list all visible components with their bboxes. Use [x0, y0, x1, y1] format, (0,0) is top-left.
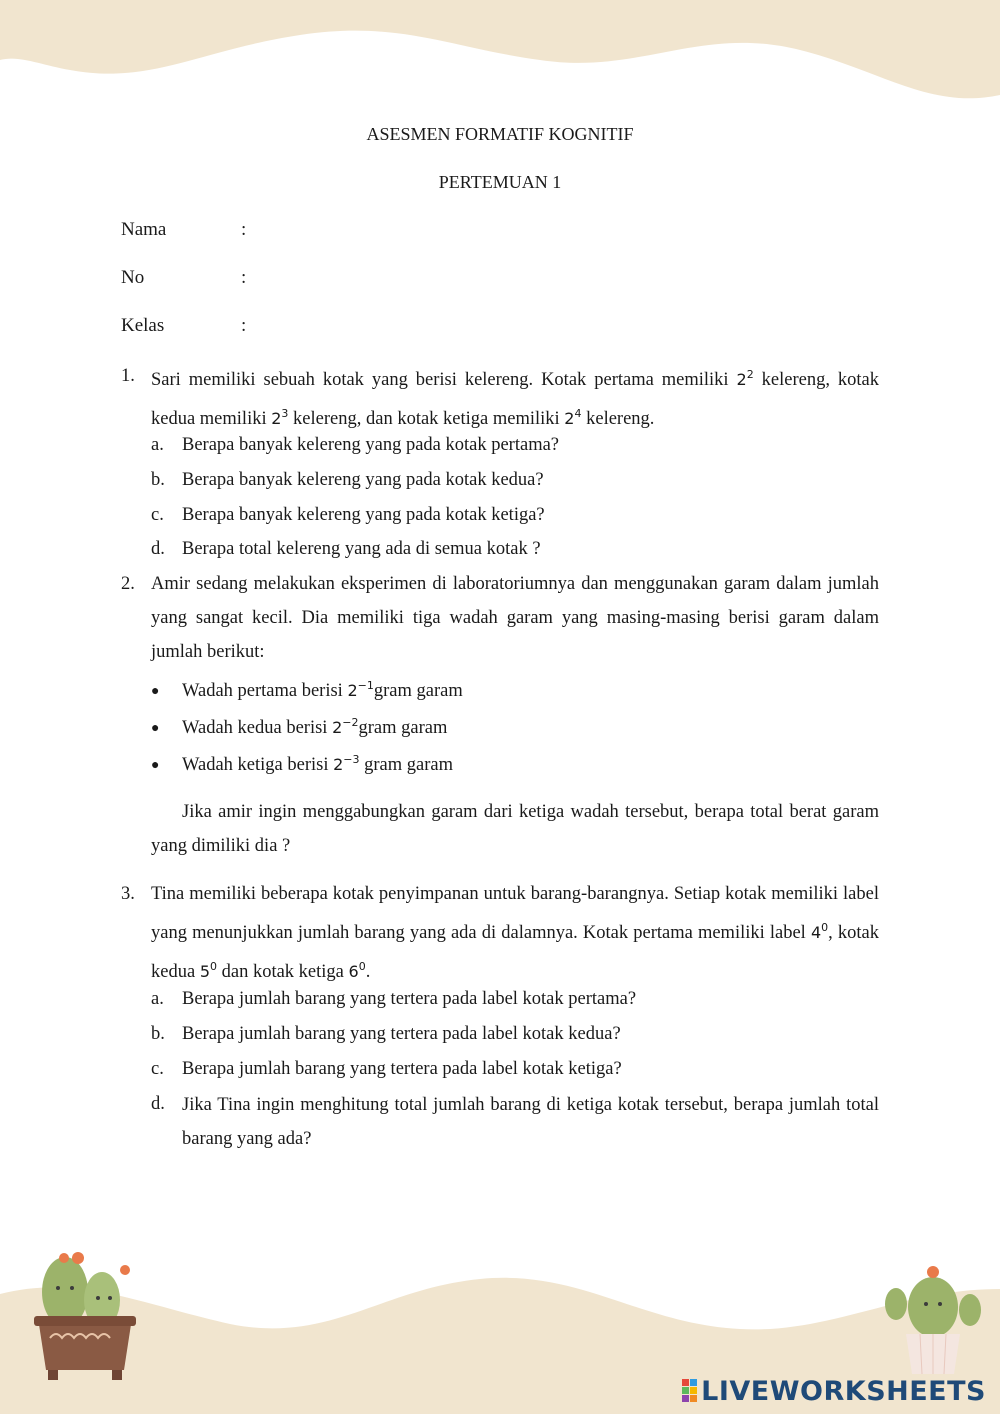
- item-text: Berapa jumlah barang yang tertera pada label kotak ketiga?: [182, 1059, 622, 1079]
- bullet-dot: ●: [151, 721, 160, 736]
- question-1a: [151, 435, 560, 456]
- question-3a: [151, 989, 637, 1010]
- question-2-text: Amir sedang melakukan eksperimen di laboratoriumnya dan menggunakan garam dalam jumlah yang sangat kecil. Dia memiliki tiga wadah garam yang masing-masing berisi garam dalam jumlah berikut:: [151, 574, 879, 662]
- question-1d: [151, 539, 541, 560]
- question-3b: [151, 1024, 621, 1045]
- number-field[interactable]: [121, 267, 247, 289]
- cactus-pot-right-illustration: [878, 1262, 988, 1382]
- question-3-number: 3.: [121, 884, 135, 904]
- question-1b: [151, 470, 544, 491]
- item-label: d.: [151, 539, 165, 559]
- item-label: a.: [151, 989, 164, 1009]
- item-label: c.: [151, 1059, 164, 1079]
- page-subtitle: PERTEMUAN 1: [438, 172, 562, 192]
- field-label: No: [121, 267, 145, 288]
- question-3-text: Tina memiliki beberapa kotak penyimpanan untuk barang-barangnya. Setiap kotak memiliki label yang menunjukkan jumlah barang yang ada di dalamnya. Kotak pertama memiliki label $4^0$, kotak kedua $5^0$ dan kotak ketiga $6^0$.: [151, 884, 879, 983]
- liveworksheets-logo-icon: [682, 1379, 698, 1403]
- page-title: ASESMEN FORMATIF KOGNITIF: [366, 124, 634, 144]
- item-text: Berapa jumlah barang yang tertera pada label kotak pertama?: [182, 989, 637, 1009]
- bullet-dot: ●: [151, 758, 160, 773]
- liveworksheets-logo-text: LIVEWORKSHEETS: [701, 1375, 986, 1407]
- item-label: c.: [151, 505, 164, 525]
- field-label: Nama: [121, 219, 167, 240]
- item-text: Berapa banyak kelereng yang pada kotak ketiga?: [182, 505, 545, 525]
- top-wave-decoration: [0, 0, 1000, 110]
- item-label: b.: [151, 1024, 165, 1044]
- question-3c: [151, 1059, 622, 1080]
- item-text: Berapa banyak kelereng yang pada kotak pertama?: [182, 435, 560, 455]
- field-colon: :: [241, 315, 247, 336]
- item-label: d.: [151, 1094, 165, 1114]
- name-field[interactable]: [121, 219, 247, 241]
- item-text: Jika Tina ingin menghitung total jumlah barang di ketiga kotak tersebut, berapa jumlah total barang yang ada?: [182, 1095, 879, 1149]
- item-label: b.: [151, 470, 165, 490]
- question-2-number: 2.: [121, 574, 135, 594]
- cactus-pot-left-illustration: [30, 1250, 140, 1385]
- field-label: Kelas: [121, 315, 165, 336]
- question-1-text: Sari memiliki sebuah kotak yang berisi kelereng. Kotak pertama memiliki $2^2$ kelereng, kotak kedua memiliki $2^3$ kelereng, dan kotak ketiga memiliki $2^4$ kelereng.: [151, 368, 879, 430]
- question-1c: [151, 505, 545, 526]
- question-1-number: 1.: [121, 366, 135, 386]
- field-colon: :: [241, 219, 247, 240]
- question-2-question: Jika amir ingin menggabungkan garam dari ketiga wadah tersebut, berapa total berat garam yang dimiliki dia ?: [151, 802, 879, 856]
- bullet-dot: ●: [151, 684, 160, 699]
- liveworksheets-logo[interactable]: [682, 1376, 986, 1406]
- item-text: Berapa total kelereng yang ada di semua kotak ?: [182, 539, 541, 559]
- item-text: Berapa banyak kelereng yang pada kotak kedua?: [182, 470, 544, 490]
- item-label: a.: [151, 435, 164, 455]
- class-field[interactable]: [121, 315, 247, 337]
- item-text: Berapa jumlah barang yang tertera pada label kotak kedua?: [182, 1024, 621, 1044]
- field-colon: :: [241, 267, 247, 288]
